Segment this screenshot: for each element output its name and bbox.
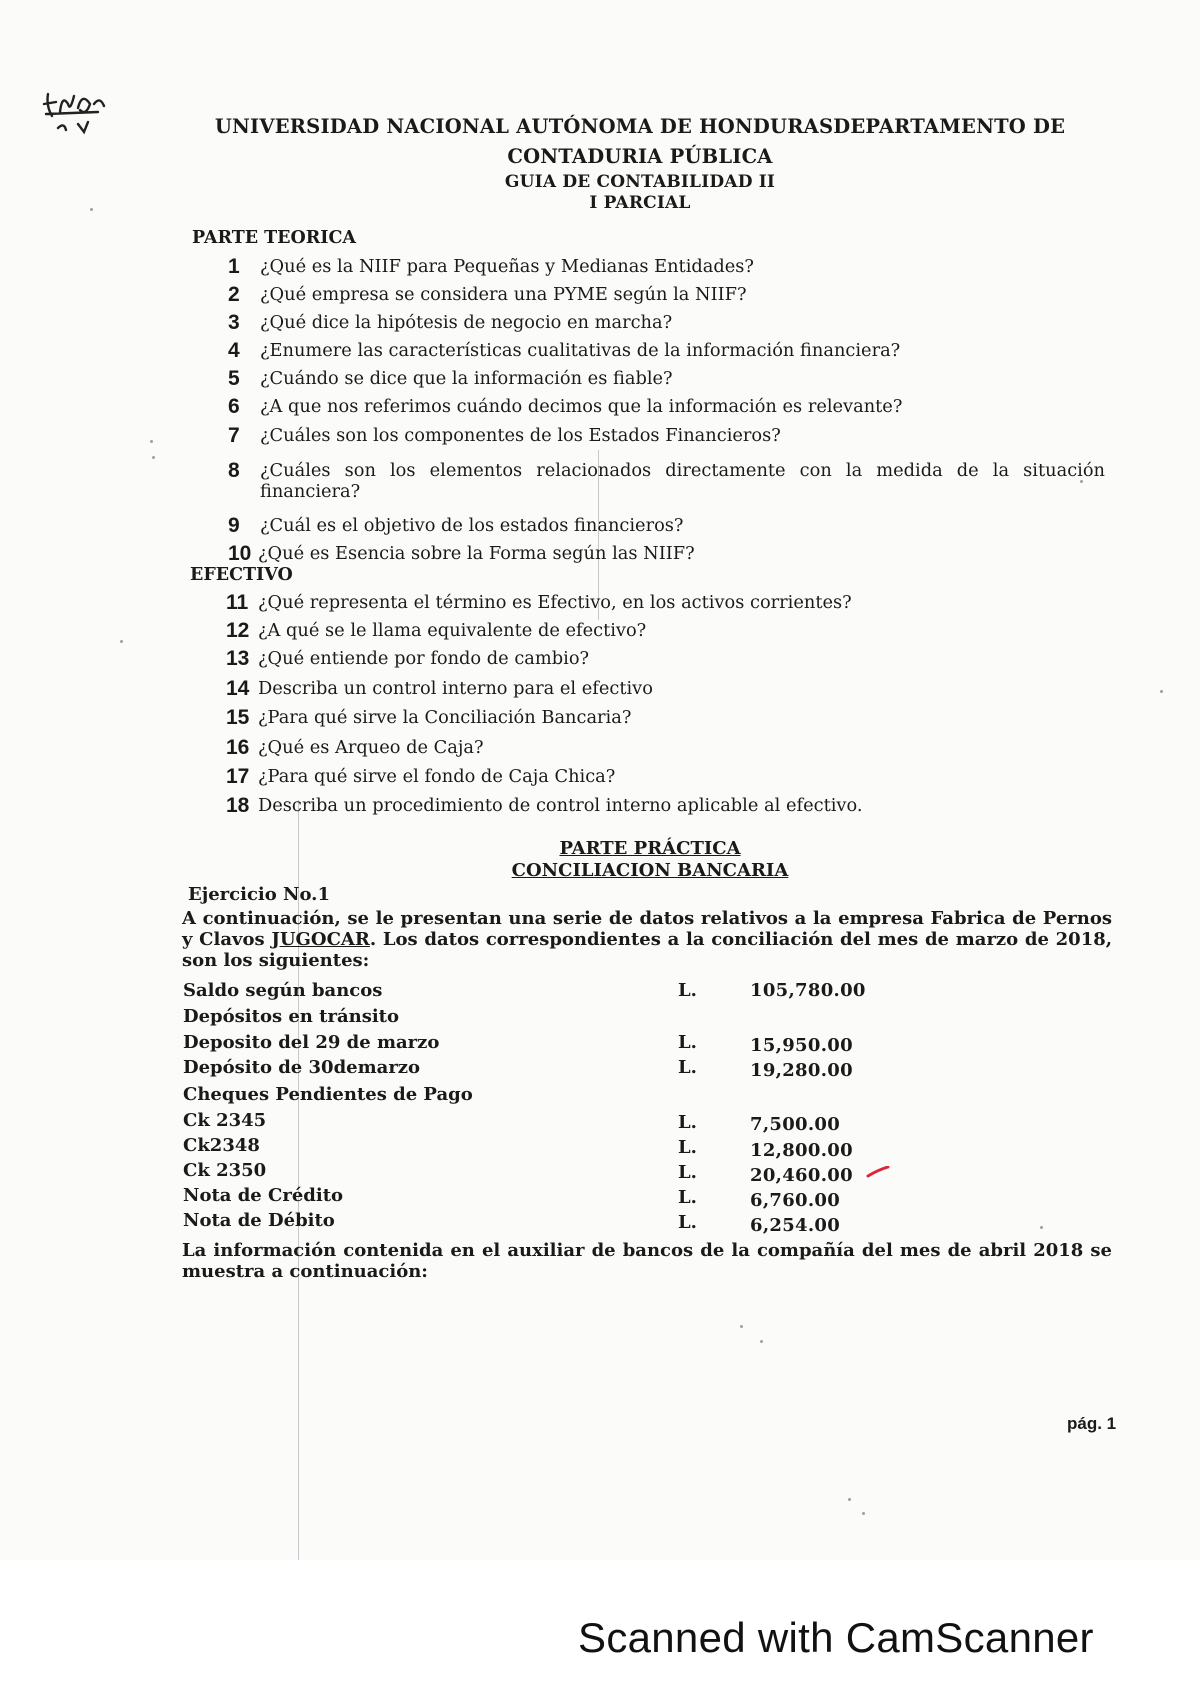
- question-number: 8: [228, 459, 240, 482]
- company-name: JUGOCAR: [271, 929, 370, 950]
- question-number: 1: [228, 255, 240, 278]
- section-efectivo-title: EFECTIVO: [190, 565, 293, 585]
- ledger-row-amount: 7,500.00: [750, 1114, 841, 1135]
- red-check-mark-icon: [866, 1166, 890, 1178]
- question-number: 11: [226, 591, 249, 614]
- question-item: [228, 312, 672, 334]
- question-text: Describa un control interno para el efectivo: [258, 678, 653, 699]
- question-text: ¿Qué dice la hipótesis de negocio en marcha?: [260, 312, 673, 333]
- scan-speck: [848, 1498, 851, 1501]
- question-text: ¿Para qué sirve el fondo de Caja Chica?: [258, 766, 616, 787]
- ledger-row-label: Saldo según bancos: [183, 980, 383, 1001]
- ledger-row-label: Nota de Débito: [183, 1210, 335, 1231]
- ledger-row-currency: L.: [678, 1187, 697, 1208]
- question-item: [226, 707, 631, 729]
- section-practica-title: PARTE PRÁCTICA: [559, 838, 741, 859]
- ledger-row-amount: 12,800.00: [750, 1140, 853, 1161]
- question-item: [228, 340, 900, 362]
- closing-paragraph: La información contenida en el auxiliar de bancos de la compañía del mes de abril 2018 se muestra a continuación:: [182, 1240, 1112, 1282]
- question-text: ¿A qué se le llama equivalente de efectivo?: [258, 620, 647, 641]
- question-item: [228, 284, 747, 306]
- question-text: ¿Cuándo se dice que la información es fiable?: [260, 368, 673, 389]
- question-item: [228, 396, 902, 418]
- question-number: 2: [228, 283, 240, 306]
- ledger-row-currency: L.: [678, 1162, 697, 1183]
- question-text: ¿Cuál es el objetivo de los estados financieros?: [260, 515, 684, 536]
- intro-text-a: A continuación, se le presentan una serie de datos relativos a la empresa Fabrica de Pernos y Clavos: [182, 908, 1112, 950]
- question-item: [226, 592, 852, 614]
- question-number: 6: [228, 395, 240, 418]
- ledger-row-currency: L.: [678, 1212, 697, 1233]
- scan-speck: [760, 1340, 763, 1343]
- question-text: ¿Cuáles son los elementos relacionados directamente con la medida de la situación financiera?: [260, 460, 1105, 502]
- ledger-row-label: Ck 2350: [183, 1160, 267, 1181]
- question-text: ¿Cuáles son los componentes de los Estados Financieros?: [260, 425, 781, 446]
- scan-speck: [120, 640, 123, 643]
- question-item: [228, 425, 781, 447]
- scanner-watermark: Scanned with CamScanner: [578, 1614, 1094, 1661]
- document-header: [180, 112, 1100, 214]
- question-text: ¿Qué representa el término es Efectivo, en los activos corrientes?: [258, 592, 852, 613]
- question-item: [228, 543, 695, 565]
- question-number: 7: [228, 424, 240, 447]
- question-number: 18: [226, 794, 250, 817]
- ledger-row-label: Deposito del 29 de marzo: [183, 1032, 440, 1053]
- ledger-row-currency: L.: [678, 1137, 697, 1158]
- question-item: [228, 515, 683, 537]
- header-line-2: CONTADURIA PÚBLICA: [507, 145, 773, 168]
- scan-speck: [1040, 1226, 1043, 1229]
- scan-speck: [1160, 690, 1163, 693]
- ledger-row-amount: 19,280.00: [750, 1060, 853, 1081]
- question-item: [226, 620, 646, 642]
- question-number: 12: [226, 619, 250, 642]
- exercise-title: Ejercicio No.1: [188, 884, 330, 905]
- ledger-row-label: Ck 2345: [183, 1110, 267, 1131]
- question-item: [226, 737, 484, 759]
- ledger-row-amount: 6,254.00: [750, 1215, 841, 1236]
- question-number: 14: [226, 677, 250, 700]
- question-item: [226, 648, 589, 670]
- header-line-1: UNIVERSIDAD NACIONAL AUTÓNOMA DE HONDURASDEPARTAMENTO DE: [214, 115, 1066, 138]
- question-item: [228, 460, 1108, 502]
- ledger-row-label: Nota de Crédito: [183, 1185, 344, 1206]
- question-text: ¿Qué empresa se considera una PYME según la NIIF?: [260, 284, 747, 305]
- scan-speck: [740, 1325, 743, 1328]
- ledger-row-label: Ck2348: [183, 1135, 260, 1156]
- question-text: ¿Qué entiende por fondo de cambio?: [258, 648, 590, 669]
- ledger-row-amount: 105,780.00: [750, 980, 866, 1001]
- handwritten-initials-icon: [38, 82, 130, 140]
- question-text: ¿Enumere las características cualitativas de la información financiera?: [260, 340, 901, 361]
- section-teorica-title: PARTE TEORICA: [192, 228, 356, 248]
- question-item: [226, 678, 653, 700]
- question-number: 17: [226, 765, 250, 788]
- intro-text-b: . Los datos correspondientes a la conciliación del mes de marzo de 2018, son los siguientes:: [182, 929, 1113, 971]
- ledger-row-amount: 20,460.00: [750, 1165, 853, 1186]
- question-item: [226, 766, 615, 788]
- ledger-row-currency: L.: [678, 1112, 697, 1133]
- scan-speck: [152, 456, 155, 459]
- ledger-row-label: Depósito de 30demarzo: [183, 1057, 421, 1078]
- header-line-4: I PARCIAL: [589, 193, 691, 213]
- question-number: 10: [228, 542, 252, 565]
- scan-speck: [862, 1512, 865, 1515]
- question-item: [226, 795, 863, 817]
- ledger-row-label: Cheques Pendientes de Pago: [183, 1084, 473, 1105]
- question-text: ¿Para qué sirve la Conciliación Bancaria?: [258, 707, 632, 728]
- question-text: ¿Qué es Arqueo de Caja?: [258, 737, 484, 758]
- question-number: 5: [228, 367, 240, 390]
- question-number: 15: [226, 706, 250, 729]
- question-number: 4: [228, 339, 240, 362]
- question-text: ¿Qué es Esencia sobre la Forma según las NIIF?: [258, 543, 695, 564]
- ledger-row-currency: L.: [678, 980, 697, 1001]
- ledger-row-currency: L.: [678, 1032, 697, 1053]
- scan-speck: [150, 440, 153, 443]
- question-number: 13: [226, 647, 250, 670]
- question-number: 16: [226, 736, 250, 759]
- question-text: Describa un procedimiento de control interno aplicable al efectivo.: [258, 795, 863, 816]
- ledger-row-label: Depósitos en tránsito: [183, 1006, 399, 1027]
- ledger-row-currency: L.: [678, 1057, 697, 1078]
- page-number: pág. 1: [1067, 1414, 1117, 1433]
- ledger-row-amount: 15,950.00: [750, 1035, 853, 1056]
- exercise-intro: [182, 908, 1112, 971]
- question-number: 9: [228, 514, 240, 537]
- scan-speck: [90, 208, 93, 211]
- question-text: ¿A que nos referimos cuándo decimos que la información es relevante?: [260, 396, 903, 417]
- section-practica-subtitle: CONCILIACION BANCARIA: [511, 860, 789, 881]
- question-item: [228, 256, 754, 278]
- question-item: [228, 368, 673, 390]
- header-line-3: GUIA DE CONTABILIDAD II: [504, 172, 776, 192]
- ledger-row-amount: 6,760.00: [750, 1190, 841, 1211]
- question-text: ¿Qué es la NIIF para Pequeñas y Medianas Entidades?: [260, 256, 754, 277]
- question-number: 3: [228, 311, 240, 334]
